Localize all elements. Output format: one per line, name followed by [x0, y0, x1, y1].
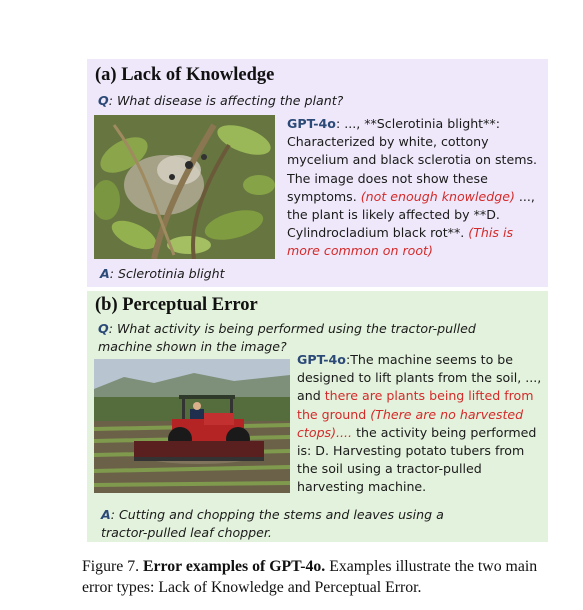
model-response	[287, 115, 545, 261]
error-note: (There are no harvested ctops)....	[297, 406, 524, 440]
error-note: (not enough knowledge)	[360, 188, 515, 204]
response-text: the activity being performed is: D. Harvesting potato tubers from the soil using a tractor-pulled harvesting machine.	[297, 424, 537, 495]
answer-label: A	[101, 507, 111, 522]
question-label: Q	[98, 93, 109, 108]
response-text: : ..., **Sclerotinia blight**: Characterized by white, cottony mycelium and black sclerotia on stems. The image does not show these symptoms.	[287, 116, 538, 204]
panel-title: (b) Perceptual Error	[95, 295, 258, 315]
answer-label: A	[100, 266, 110, 281]
answer-text: : Sclerotinia blight	[109, 266, 225, 281]
answer-text: : Cutting and chopping the stems and leaves using a tractor-pulled leaf chopper.	[101, 507, 444, 540]
question-text: : What disease is affecting the plant?	[108, 93, 344, 108]
response-text: ..., the plant is likely affected by **D. Cylindrocladium black rot**.	[287, 188, 535, 241]
plant-photo	[94, 115, 275, 259]
question-label: Q	[98, 321, 109, 336]
model-response	[297, 351, 547, 497]
panel-perceptual-error	[87, 291, 548, 542]
plant-disease-image	[94, 115, 275, 259]
panel-lack-of-knowledge	[87, 59, 548, 287]
question-text: : What activity is being performed using the tractor-pulled machine shown in the image?	[98, 321, 476, 354]
answer	[101, 506, 471, 542]
tractor-field-image	[94, 359, 290, 493]
tractor-photo	[94, 359, 290, 493]
caption-bold: Error examples of GPT-4o.	[143, 558, 326, 575]
answer	[100, 265, 500, 283]
panel-title: (a) Lack of Knowledge	[95, 65, 275, 85]
error-note: (This is more common on root)	[287, 225, 514, 259]
figure-caption	[82, 556, 562, 598]
caption-prefix: Figure 7.	[82, 558, 143, 575]
caption-text: Examples illustrate the two main error types: Lack of Knowledge and Perceptual Error.	[82, 558, 538, 596]
model-name: GPT-4o	[297, 352, 346, 367]
error-highlight: there are plants being lifted from the ground	[297, 388, 534, 422]
model-name: GPT-4o	[287, 116, 336, 131]
response-text: :The machine seems to be designed to lift plants from the soil, ..., and	[297, 352, 542, 404]
question	[98, 92, 538, 110]
